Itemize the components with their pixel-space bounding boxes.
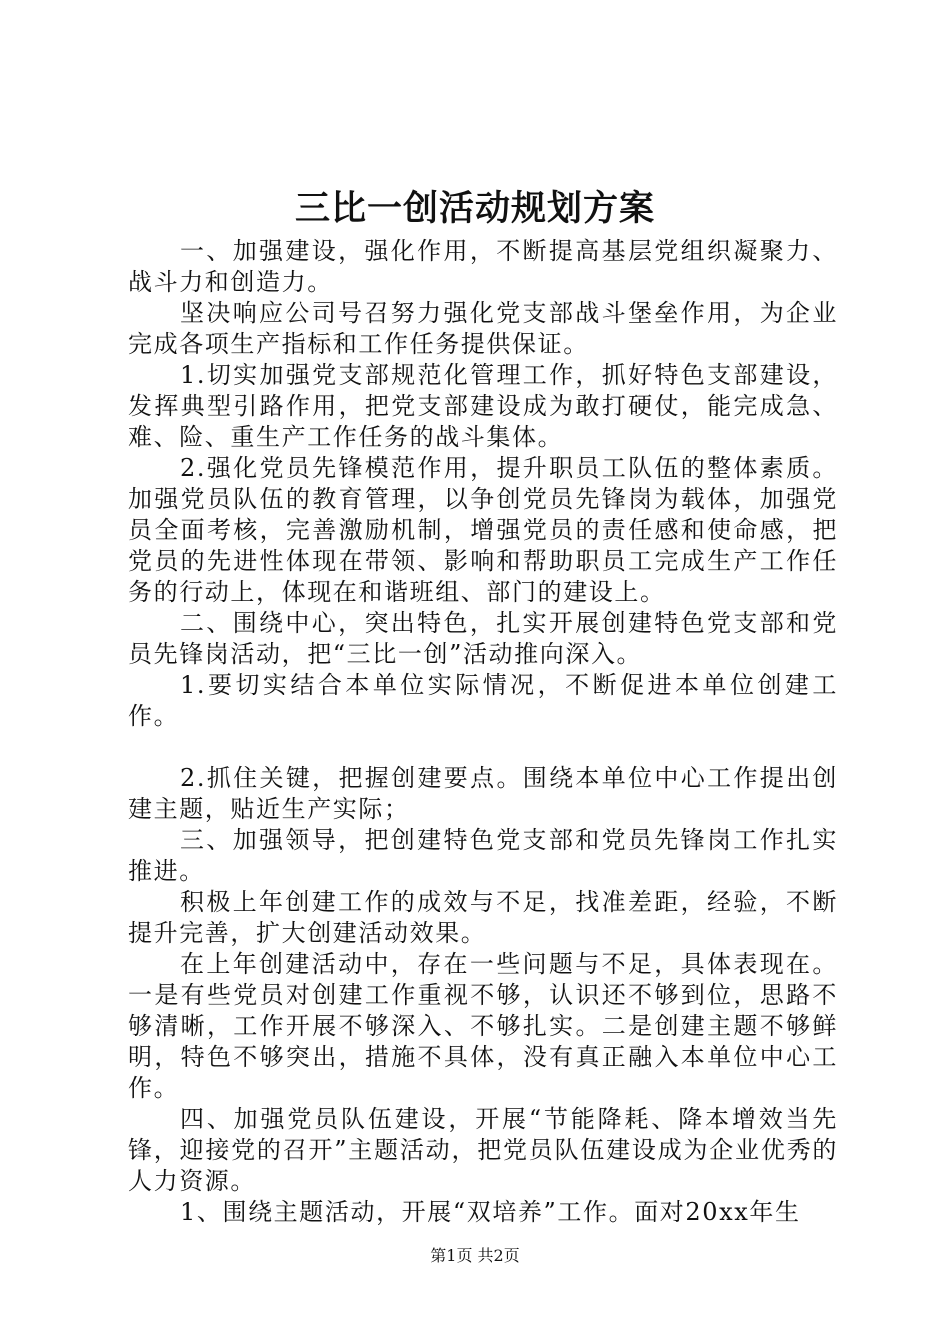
list-item-paragraph: 2.强化党员先锋模范作用，提升职员工队伍的整体素质。加强党员队伍的教育管理，以争创党员先锋岗为载体，加强党员全面考核，完善激励机制，增强党员的责任感和使命感，把党员的先进性体现在带领、影响和帮助职员工完成生产工作任务的行动上，体现在和谐班组、部门的建设上。	[128, 454, 838, 606]
body-paragraph: 积极上年创建工作的成效与不足，找准差距，经验，不断提升完善，扩大创建活动效果。	[128, 888, 838, 947]
body-paragraph: 在上年创建活动中，存在一些问题与不足，具体表现在。一是有些党员对创建工作重视不够，认识还不够到位，思路不够清晰，工作开展不够深入、不够扎实。二是创建主题不够鲜明，特色不够突出，措施不具体，没有真正融入本单位中心工作。	[128, 950, 838, 1102]
section-heading-4: 四、加强党员队伍建设，开展“节能降耗、降本增效当先锋，迎接党的召开”主题活动，把党员队伍建设成为企业优秀的人力资源。	[128, 1105, 838, 1195]
document-body	[128, 236, 838, 1228]
list-item-paragraph: 1、围绕主题活动，开展“双培养”工作。面对20xx年生	[180, 1198, 801, 1226]
list-item-paragraph: 1.切实加强党支部规范化管理工作，抓好特色支部建设，发挥典型引路作用，把党支部建设成为敢打硬仗，能完成急、难、险、重生产工作任务的战斗集体。	[128, 361, 838, 451]
list-item-paragraph: 1.要切实结合本单位实际情况，不断促进本单位创建工作。	[128, 671, 838, 730]
section-heading-2: 二、围绕中心，突出特色，扎实开展创建特色党支部和党员先锋岗活动，把“三比一创”活动推向深入。	[128, 609, 838, 668]
document-title: 三比一创活动规划方案	[294, 188, 655, 229]
list-item-paragraph: 2.抓住关键，把握创建要点。围绕本单位中心工作提出创建主题，贴近生产实际；	[128, 764, 838, 823]
page-footer: 第1页 共2页	[430, 1246, 520, 1265]
section-heading-3: 三、加强领导，把创建特色党支部和党员先锋岗工作扎实推进。	[128, 826, 838, 885]
body-paragraph: 坚决响应公司号召努力强化党支部战斗堡垒作用，为企业完成各项生产指标和工作任务提供保证。	[128, 299, 838, 358]
section-heading-1: 一、加强建设，强化作用，不断提高基层党组织凝聚力、战斗力和创造力。	[128, 237, 838, 296]
